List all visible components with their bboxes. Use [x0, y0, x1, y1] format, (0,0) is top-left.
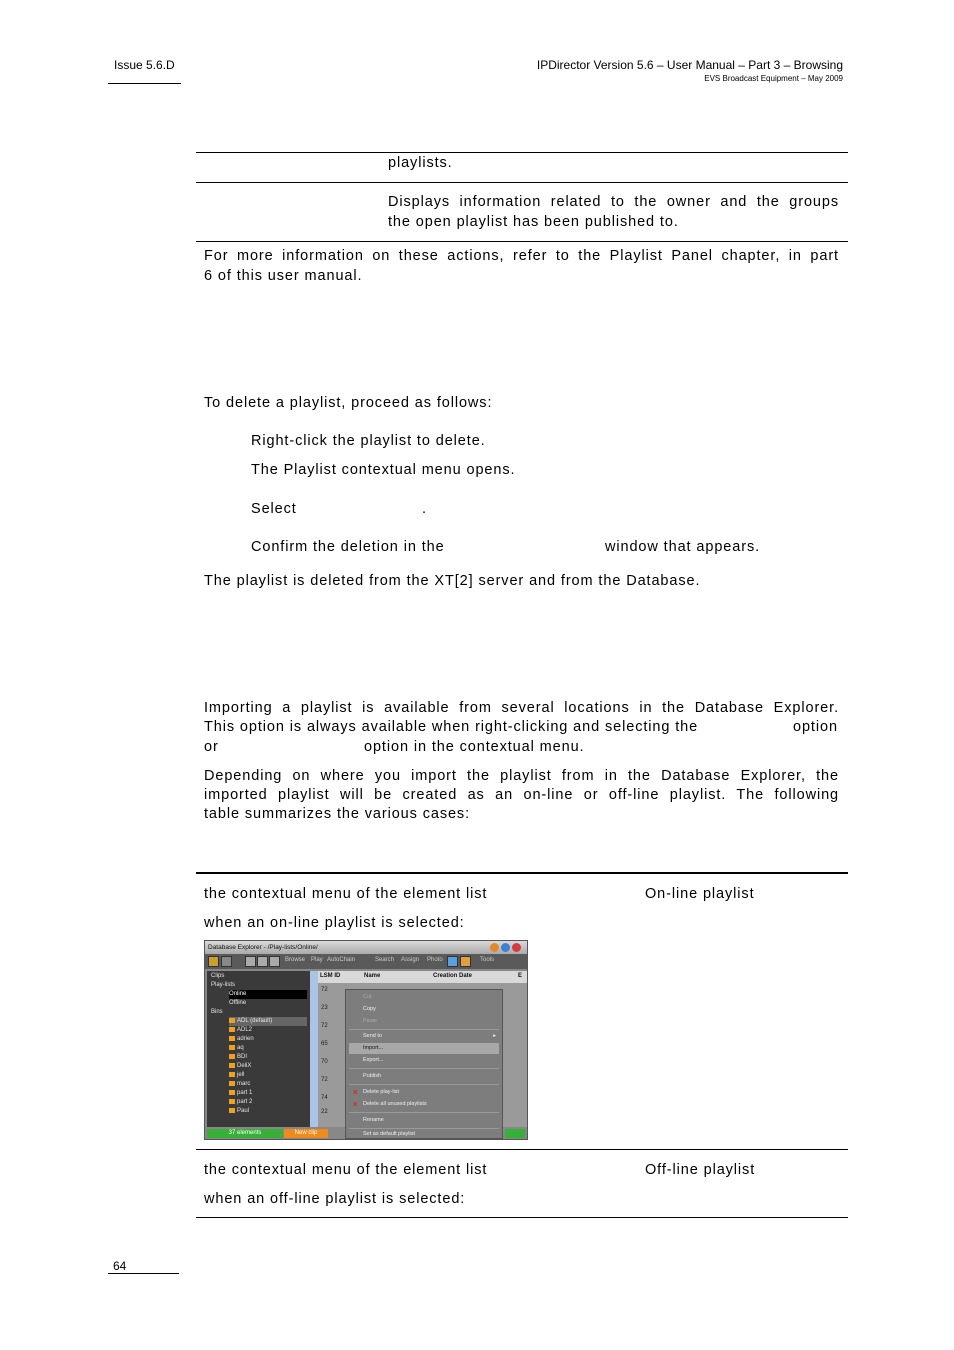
row-id: 72: [321, 1077, 328, 1083]
row-id: 74: [321, 1095, 328, 1101]
submenu-arrow-icon: ▸: [493, 1033, 496, 1039]
column-lsm-id[interactable]: LSM ID: [320, 973, 341, 979]
row-id: 22: [321, 1109, 328, 1115]
row-id: 72: [321, 1023, 328, 1029]
minimize-icon: [490, 943, 499, 952]
row-id: 72: [321, 987, 328, 993]
row-id: 23: [321, 1005, 328, 1011]
import-paragraph: option in the contextual menu.: [364, 739, 585, 755]
menu-item-export[interactable]: Export...: [363, 1057, 384, 1063]
column-name[interactable]: Name: [364, 973, 381, 979]
delete-step-2: Select: [251, 501, 297, 517]
tree-item[interactable]: Clips: [211, 973, 225, 979]
import-paragraph: This option is always available when right-clicking and selecting the: [204, 719, 699, 735]
folder-icon: [229, 1036, 235, 1041]
delete-icon: ✕: [352, 1100, 359, 1109]
table-cell: Displays information related to the owner and the groups: [388, 194, 839, 210]
more-info-text: For more information on these actions, refer to the Playlist Panel chapter, in part: [204, 248, 839, 264]
import-paragraph-2: table summarizes the various cases:: [204, 806, 471, 822]
folder-icon: [229, 1108, 235, 1113]
menu-item-rename[interactable]: Rename: [363, 1117, 384, 1123]
tree-item[interactable]: ADL2: [229, 1026, 252, 1035]
explorer-toolbar: [205, 954, 527, 969]
context-menu: [345, 989, 503, 1139]
row-id: 70: [321, 1059, 328, 1065]
table-cell: the open playlist has been published to.: [388, 214, 679, 230]
table-rule: [196, 152, 848, 153]
tree-item[interactable]: Bins: [211, 1009, 223, 1015]
folder-icon: [208, 956, 219, 967]
cases-row-1-col-2: On-line playlist: [645, 886, 755, 902]
menu-separator: [349, 1084, 499, 1085]
tool-icon: [245, 956, 256, 967]
import-paragraph: or: [204, 739, 219, 755]
tree-item[interactable]: Paul: [229, 1107, 249, 1116]
folder-icon: [229, 1045, 235, 1050]
tool-icon: [257, 956, 268, 967]
tool-icon: [269, 956, 280, 967]
toolbar-search[interactable]: Search: [375, 957, 395, 963]
tree-item[interactable]: part 1: [229, 1089, 252, 1098]
cases-row-2-col-1: when an off-line playlist is selected:: [204, 1191, 466, 1207]
menu-separator: [349, 1068, 499, 1069]
menu-separator: [349, 1112, 499, 1113]
close-icon: [512, 943, 521, 952]
folder-icon: [229, 1027, 235, 1032]
cases-row-1-col-1: when an on-line playlist is selected:: [204, 915, 465, 931]
database-explorer-screenshot: [204, 940, 528, 1140]
header-left-rule: [108, 83, 181, 84]
table-rule: [196, 241, 848, 242]
tree-item[interactable]: Offline: [229, 1000, 247, 1006]
issue-label: Issue 5.6.D: [114, 58, 175, 72]
toolbar-photo[interactable]: Photo: [427, 957, 443, 963]
tree-item[interactable]: DeliX: [229, 1062, 251, 1071]
import-paragraph: Importing a playlist is available from several locations in the Database Explorer.: [204, 700, 839, 716]
tree-item[interactable]: BDI: [229, 1053, 247, 1062]
tree-item[interactable]: ADL (default): [229, 1017, 307, 1026]
footer-rule: [108, 1273, 179, 1274]
column-creation-date[interactable]: Creation Date: [433, 973, 473, 979]
page-header: [537, 58, 843, 83]
cases-table-top-rule: [196, 872, 848, 874]
toolbar-tools[interactable]: Tools: [480, 957, 495, 963]
tree-item[interactable]: marc: [229, 1080, 250, 1089]
delete-step-2-end: .: [422, 501, 427, 517]
table-rule: [196, 1149, 848, 1150]
folder-icon: [229, 1054, 235, 1059]
maximize-icon: [501, 943, 510, 952]
tree-item[interactable]: adrien: [229, 1035, 254, 1044]
tree-item[interactable]: jell: [229, 1071, 244, 1080]
delete-intro: To delete a playlist, proceed as follows:: [204, 395, 493, 411]
menu-item-paste[interactable]: Paste: [363, 1018, 378, 1024]
settings-icon[interactable]: [460, 956, 471, 967]
page-number: 64: [113, 1259, 127, 1273]
menu-item-set-default[interactable]: Set as default playlist: [363, 1131, 415, 1137]
cases-row-1-col-1: the contextual menu of the element list: [204, 886, 488, 902]
more-info-text: 6 of this user manual.: [204, 268, 363, 284]
menu-item-delete-playlist[interactable]: ✕ Delete play-list: [352, 1088, 400, 1097]
tool-icon: [221, 956, 232, 967]
toolbar-autochain[interactable]: AutoChain: [327, 957, 356, 963]
menu-item-send-to[interactable]: Send to ▸: [349, 1031, 499, 1042]
folder-icon: [229, 1063, 235, 1068]
folder-icon: [229, 1072, 235, 1077]
cases-row-2-col-2: Off-line playlist: [645, 1162, 756, 1178]
table-rule: [196, 182, 848, 183]
folder-icon: [229, 1090, 235, 1095]
delete-step-3-end: window that appears.: [605, 539, 761, 555]
cases-row-2-col-1: the contextual menu of the element list: [204, 1162, 488, 1178]
menu-item-cut[interactable]: Cut: [363, 994, 372, 1000]
row-id: 65: [321, 1041, 328, 1047]
delete-step-1: Right-click the playlist to delete.: [251, 433, 486, 449]
delete-step-1-result: The Playlist contextual menu opens.: [251, 462, 516, 478]
delete-icon: ✕: [352, 1088, 359, 1097]
toolbar-assign[interactable]: Assign: [401, 957, 420, 963]
tree-scrollbar[interactable]: [310, 971, 318, 1127]
explorer-tree[interactable]: [207, 971, 311, 1127]
tree-item-selected[interactable]: Online: [229, 990, 307, 999]
tree-item[interactable]: aq: [229, 1044, 244, 1053]
menu-item-copy[interactable]: Copy: [363, 1006, 376, 1012]
menu-separator: [349, 1029, 499, 1030]
folder-icon: [229, 1018, 235, 1023]
status-new-clip: New clip: [284, 1129, 328, 1138]
document-title: IPDirector Version 5.6 – User Manual – Part 3 – Browsing: [536, 58, 843, 72]
folder-icon: [229, 1081, 235, 1086]
menu-item-delete-unused[interactable]: ✕ Delete all unused playlists: [352, 1100, 427, 1109]
menu-item-publish[interactable]: Publish: [363, 1073, 382, 1079]
table-cell: playlists.: [388, 155, 453, 171]
window-title: Database Explorer - /Play-lists/Online/: [205, 941, 527, 954]
column-e[interactable]: E: [518, 973, 523, 979]
import-paragraph-2: Depending on where you import the playlist from in the Database Explorer, the: [204, 768, 839, 784]
delete-step-3: Confirm the deletion in the: [251, 539, 445, 555]
import-paragraph-2: imported playlist will be created as an on-line or off-line playlist. The following: [204, 787, 839, 803]
tree-item[interactable]: part 2: [229, 1098, 252, 1107]
status-elements: 37 elements: [207, 1129, 283, 1138]
tree-item[interactable]: Play-lists: [211, 982, 236, 988]
grid-header: [318, 971, 527, 983]
status-indicator: [505, 1129, 525, 1138]
table-rule: [196, 1217, 848, 1218]
folder-icon: [229, 1099, 235, 1104]
refresh-icon[interactable]: [447, 956, 458, 967]
import-paragraph: option: [793, 719, 838, 735]
menu-item-import[interactable]: Import...: [349, 1043, 499, 1054]
toolbar-browse[interactable]: Browse: [285, 957, 306, 963]
document-subtitle: EVS Broadcast Equipment – May 2009: [704, 74, 843, 83]
toolbar-play[interactable]: Play: [311, 957, 323, 963]
delete-result: The playlist is deleted from the XT[2] server and from the Database.: [204, 573, 701, 589]
